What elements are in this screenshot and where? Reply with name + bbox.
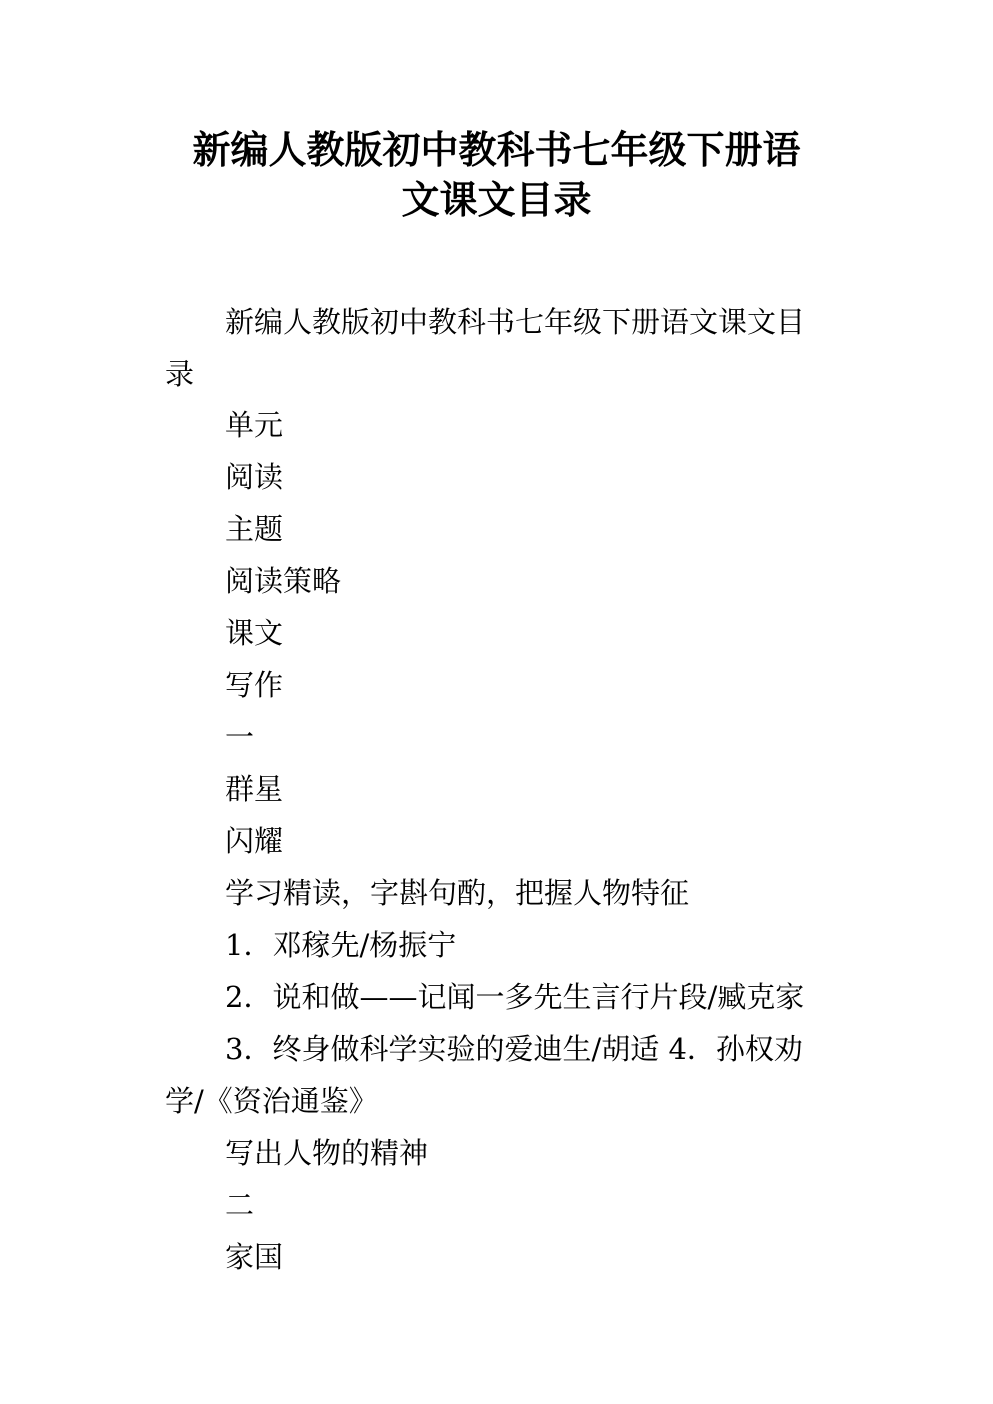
text-line: 闪耀	[225, 824, 284, 858]
text-line: 1．邓稼先/杨振宁	[225, 928, 457, 962]
text-line: 写作	[225, 668, 284, 702]
intro-paragraph-line-2: 录	[165, 357, 195, 391]
text-line: 群星	[225, 772, 284, 806]
text-line: 课文	[225, 616, 284, 650]
text-line: 家国	[225, 1240, 284, 1274]
text-line: 阅读策略	[225, 564, 342, 598]
intro-paragraph-line-1: 新编人教版初中教科书七年级下册语文课文目	[225, 305, 806, 339]
text-line: 一	[225, 720, 255, 754]
document-title-line-2: 文课文目录	[401, 178, 592, 222]
text-line: 单元	[225, 408, 284, 442]
text-line-wrap: 学/《资治通鉴》	[165, 1084, 378, 1118]
text-line: 2．说和做——记闻一多先生言行片段/臧克家	[225, 980, 805, 1014]
document-title-line-1: 新编人教版初中教科书七年级下册语	[192, 128, 801, 172]
text-line: 阅读	[225, 460, 284, 494]
text-line: 学习精读，字斟句酌，把握人物特征	[225, 876, 690, 910]
text-line: 二	[225, 1188, 255, 1222]
text-line: 写出人物的精神	[225, 1136, 429, 1170]
text-line: 主题	[225, 512, 284, 546]
text-line: 3．终身做科学实验的爱迪生/胡适 4．孙权劝	[225, 1032, 803, 1066]
